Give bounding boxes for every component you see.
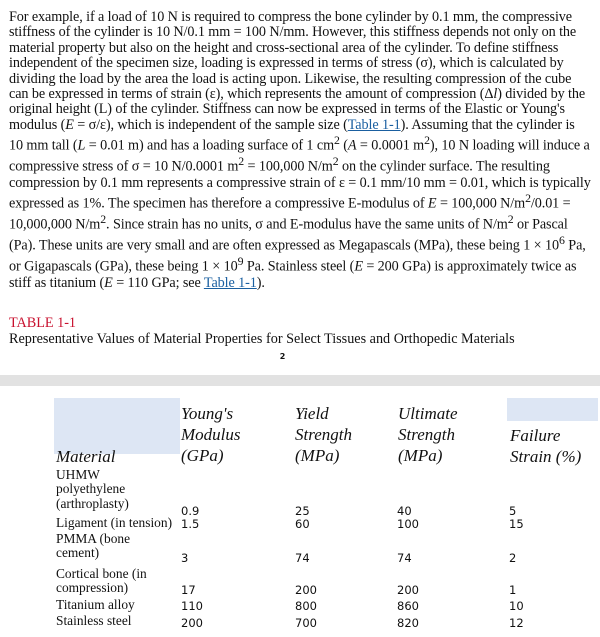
- header-modulus: [181, 403, 241, 466]
- text-run: Pa, or Gigapascals (GPa), these being 1 × 10: [9, 237, 586, 276]
- material-line: compression): [56, 580, 129, 596]
- cell-ultimate: 40: [397, 504, 412, 518]
- header-line: Failure: [510, 426, 561, 445]
- superscript: 2: [100, 212, 107, 227]
- material-line: PMMA (bone: [56, 531, 131, 546]
- cell-ultimate: 200: [397, 583, 419, 597]
- text-run: /0.01 = 10,000,000 N/m: [9, 195, 571, 233]
- material-line: polyethylene: [56, 481, 126, 497]
- header-line: (GPa): [181, 446, 224, 465]
- cell-material: [56, 468, 129, 511]
- cell-ultimate: 820: [397, 616, 419, 630]
- superscript: 2: [525, 190, 531, 205]
- superscript: 2: [334, 133, 340, 148]
- cell-yield: 25: [295, 504, 310, 518]
- text-run: = 100,000 N/m: [244, 159, 333, 176]
- header-ultimate: [398, 403, 458, 466]
- table-link[interactable]: Table 1-1: [347, 116, 401, 133]
- cell-modulus: 3: [181, 551, 189, 565]
- text-run: or Pascal (Pa). These units are very small and are often expressed as Megapascals (MPa), these being 1 × 10: [9, 216, 568, 254]
- header-line: Ultimate: [398, 404, 458, 423]
- text-run: on the cylinder surface. The resulting compression by 0.1 mm represents a compressive strain of ε = 0.1 mm/10 mm = 0.01, which is typically expressed as 1%. The specimen has therefore a compressive E-modulus of: [9, 159, 591, 212]
- cell-modulus: 1.5: [181, 517, 200, 531]
- text-run: Pa. Stainless steel (: [243, 259, 355, 276]
- material-line: UHMW: [56, 467, 100, 482]
- cell-modulus: 110: [181, 599, 203, 613]
- header-line: (MPa): [295, 446, 340, 465]
- text-run: (: [339, 137, 348, 154]
- var-e: E: [104, 274, 113, 291]
- cell-ultimate: 74: [397, 551, 412, 565]
- cell-yield: 200: [295, 583, 317, 597]
- header-failure: [510, 425, 581, 467]
- page-separator: [0, 375, 600, 386]
- cell-modulus: 0.9: [181, 504, 200, 518]
- text-run: ) divided by the original height (L) of the cylinder. Stiffness can now be expressed in terms of the Elastic or Young's modulus (: [9, 86, 586, 133]
- cell-failure: 5: [509, 504, 517, 518]
- material-line: Titanium alloy: [56, 597, 135, 612]
- cell-failure: 1: [509, 583, 517, 597]
- superscript: 2: [424, 133, 430, 148]
- text-run: For example, if a load of 10 N is required to compress the bone cylinder by 0.1 mm, the compressive stiffness of the cylinder is 10 N/0.1 mm = 100 N/mm. However, this stiffness depends not only on the material property but also on the height and cross-sectional area of the cylinder. To define stiffness independent of the specimen size, loading is expressed in terms of stress (σ), which is calculated by dividing the load by the area the load is acting upon. Likewise, the resulting compression of the cube can be expressed in terms of strain (ε), which represents the amount of compression (Δ: [9, 9, 577, 103]
- text-run: = 0.01 m) and has a loading surface of 1 cm: [85, 137, 334, 154]
- header-line: Young's: [181, 404, 234, 423]
- header-line: Strength: [398, 425, 455, 444]
- text-run: = 0.0001 m: [356, 137, 425, 154]
- cell-ultimate: 100: [397, 517, 419, 531]
- cell-material: [56, 614, 132, 628]
- var-e: E: [354, 259, 363, 276]
- cell-failure: 15: [509, 517, 524, 531]
- table-caption: Representative Values of Material Properties for Select Tissues and Orthopedic Materials: [9, 331, 515, 347]
- superscript: 6: [559, 233, 565, 248]
- var-e: E: [65, 116, 74, 133]
- material-line: (arthroplasty): [56, 495, 129, 511]
- text-run: = 110 GPa; see: [112, 274, 204, 291]
- superscript: 2: [238, 154, 245, 169]
- material-line: cement): [56, 545, 100, 561]
- cell-ultimate: 860: [397, 599, 419, 613]
- header-line: Strain (%): [510, 447, 582, 466]
- text-run: ).: [256, 274, 265, 291]
- header-line: Yield: [295, 404, 329, 423]
- text-run: ), 10 N loading will induce a compressive stress of σ = 10 N/0.0001 m: [9, 137, 590, 176]
- superscript: 9: [237, 254, 244, 269]
- cell-modulus: 17: [181, 583, 196, 597]
- cell-material: [56, 598, 135, 612]
- cell-material: [56, 532, 130, 561]
- var-e: E: [427, 195, 437, 212]
- cell-failure: 10: [509, 599, 524, 613]
- var-a: A: [347, 137, 357, 154]
- cell-yield: 60: [295, 517, 310, 531]
- cell-yield: 800: [295, 599, 317, 613]
- var-l: L: [77, 137, 86, 154]
- header-yield: [295, 403, 352, 466]
- text-run: . Since strain has no units, σ and E-modulus have the same units of N/m: [106, 216, 508, 233]
- material-line: Cortical bone (in: [56, 566, 147, 581]
- header-line: (MPa): [398, 446, 443, 465]
- header-line: Strength: [295, 425, 352, 444]
- header-shade: [507, 398, 598, 421]
- page-number: 2: [279, 352, 286, 361]
- cell-yield: 74: [295, 551, 310, 565]
- superscript: 2: [332, 154, 339, 169]
- text-run: ). Assuming that the cylinder is 10 mm tall (: [9, 116, 575, 154]
- cell-modulus: 200: [181, 616, 203, 630]
- cell-material: [56, 516, 172, 530]
- material-line: Ligament (in tension): [56, 515, 173, 530]
- superscript: 2: [507, 212, 514, 227]
- table-label: TABLE 1-1: [9, 315, 77, 331]
- cell-material: [56, 567, 147, 596]
- body-paragraph: [9, 10, 592, 291]
- text-run: = σ/ε), which is independent of the sample size (: [73, 116, 348, 133]
- text-run: = 100,000 N/m: [436, 195, 526, 212]
- table-link[interactable]: Table 1-1: [203, 274, 257, 291]
- material-line: Stainless steel: [56, 613, 132, 628]
- text-run: = 200 GPa) is approximately twice as stiff as titanium (: [9, 259, 577, 291]
- header-material: Material: [56, 447, 116, 466]
- var-l: l: [493, 86, 498, 103]
- cell-failure: 12: [509, 616, 524, 630]
- header-line: Modulus: [181, 425, 241, 444]
- cell-yield: 700: [295, 616, 317, 630]
- cell-failure: 2: [509, 551, 517, 565]
